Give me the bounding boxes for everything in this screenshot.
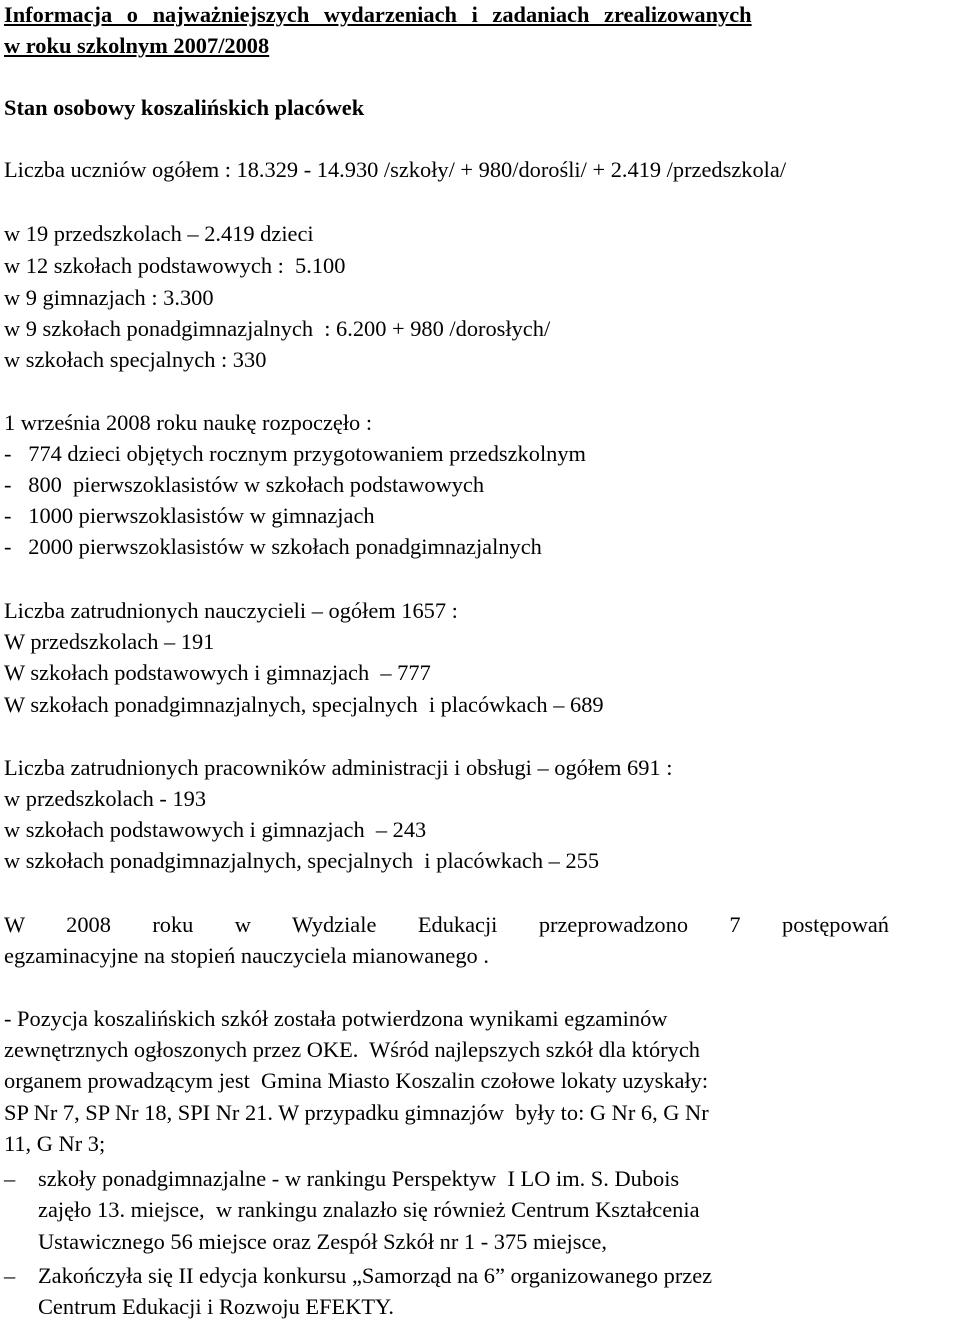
students-breakdown-line: w szkołach specjalnych : 330: [4, 347, 267, 372]
staff-line: w szkołach ponadgimnazjalnych, specjalnych i placówkach – 255: [4, 848, 600, 873]
ranking-line: organem prowadzącym jest Gmina Miasto Koszalin czołowe lokaty uzyskały:: [4, 1068, 709, 1093]
start-item: - 774 dzieci objętych rocznym przygotowaniem przedszkolnym: [4, 441, 586, 466]
ranking-line: - Pozycja koszalińskich szkół została potwierdzona wynikami egzaminów: [4, 1006, 668, 1031]
start-item: - 800 pierwszoklasistów w szkołach podstawowych: [4, 472, 485, 497]
teachers-line: W szkołach podstawowych i gimnazjach – 777: [4, 660, 431, 685]
teachers-line: Liczba zatrudnionych nauczycieli – ogółem 1657 :: [4, 598, 458, 623]
exams-line-2: egzaminacyjne na stopień nauczyciela mianowanego .: [4, 943, 489, 968]
exams-line-1: W 2008 roku w Wydziale Edukacji przeprowadzono 7 postępowań: [4, 912, 889, 937]
staff-line: w przedszkolach - 193: [4, 786, 207, 811]
ranking-line: zewnętrznych ogłoszonych przez OKE. Wśród najlepszych szkół dla których: [4, 1037, 700, 1062]
start-item: - 2000 pierwszoklasistów w szkołach ponadgimnazjalnych: [4, 534, 542, 559]
bullet-line: Centrum Edukacji i Rozwoju EFEKTY.: [38, 1294, 394, 1319]
bullet-line: Ustawicznego 56 miejsce oraz Zespół Szkół nr 1 - 375 miejsce,: [38, 1229, 607, 1254]
ranking-line: 11, G Nr 3;: [4, 1131, 106, 1156]
staff-line: w szkołach podstawowych i gimnazjach – 243: [4, 817, 427, 842]
teachers-line: W szkołach ponadgimnazjalnych, specjalnych i placówkach – 689: [4, 692, 604, 717]
students-breakdown-line: w 19 przedszkolach – 2.419 dzieci: [4, 221, 314, 246]
bullet-line: zajęło 13. miejsce, w rankingu znalazło się również Centrum Kształcenia: [38, 1197, 700, 1222]
ranking-line: SP Nr 7, SP Nr 18, SPI Nr 21. W przypadku gimnazjów były to: G Nr 6, G Nr: [4, 1100, 709, 1125]
title-line-1: Informacja o najważniejszych wydarzeniach i zadaniach zrealizowanych: [4, 2, 752, 27]
start-item: - 1000 pierwszoklasistów w gimnazjach: [4, 503, 375, 528]
students-total: Liczba uczniów ogółem : 18.329 - 14.930 /szkoły/ + 980/dorośli/ + 2.419 /przedszkola/: [4, 157, 787, 182]
students-breakdown-line: w 9 gimnazjach : 3.300: [4, 285, 214, 310]
bullet-marker: –: [4, 1166, 16, 1191]
students-breakdown-line: w 12 szkołach podstawowych : 5.100: [4, 253, 346, 278]
bullet-marker: –: [4, 1263, 16, 1288]
staff-line: Liczba zatrudnionych pracowników administracji i obsługi – ogółem 691 :: [4, 755, 673, 780]
bullet-line: Zakończyła się II edycja konkursu „Samorząd na 6” organizowanego przez: [38, 1263, 713, 1288]
bullet-line: szkoły ponadgimnazjalne - w rankingu Perspektyw I LO im. S. Dubois: [38, 1166, 680, 1191]
title-line-2: w roku szkolnym 2007/2008: [4, 33, 270, 58]
teachers-line: W przedszkolach – 191: [4, 629, 215, 654]
start-intro: 1 września 2008 roku naukę rozpoczęło :: [4, 410, 373, 435]
students-breakdown-line: w 9 szkołach ponadgimnazjalnych : 6.200 + 980 /dorosłych/: [4, 316, 551, 341]
section-heading: Stan osobowy koszalińskich placówek: [4, 95, 365, 120]
